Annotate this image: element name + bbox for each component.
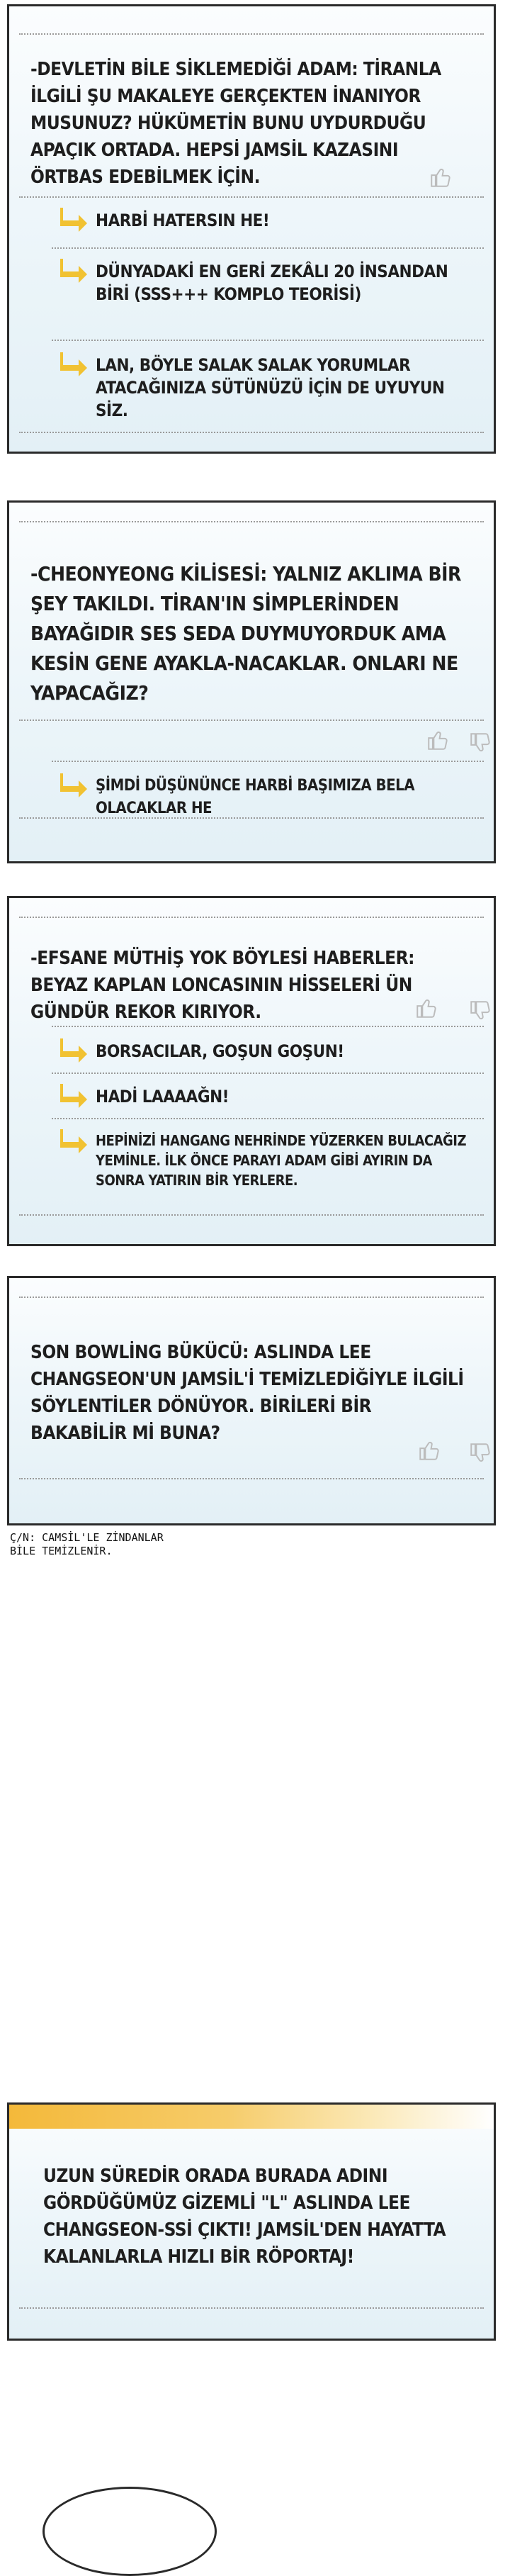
reply-text: HADİ LAAAAĞN! bbox=[96, 1087, 229, 1107]
divider bbox=[19, 432, 484, 433]
news-panel bbox=[7, 2102, 496, 2341]
reply-arrow-icon bbox=[60, 772, 89, 797]
reply-arrow-icon bbox=[60, 206, 89, 232]
speech-bubble bbox=[42, 2487, 217, 2576]
news-headline: UZUN SÜREDİR ORADA BURADA ADINI GÖRDÜĞÜMÜZ GİZEMLİ "L" ASLINDA LEE CHANGSEON-SSİ ÇIKTI! JAMSİL'DEN HAYATTA KALANLARLA HIZLI BİR RÖPORTAJ! bbox=[43, 2166, 446, 2268]
comment-panel-4 bbox=[7, 1276, 496, 1525]
thumbs-down-icon[interactable] bbox=[468, 731, 492, 755]
reply-arrow-icon bbox=[60, 257, 89, 283]
reply-arrow-icon bbox=[60, 1128, 89, 1153]
divider bbox=[52, 1118, 484, 1119]
reply-arrow-icon bbox=[60, 1082, 89, 1108]
divider bbox=[19, 917, 484, 918]
comment-panel-1 bbox=[7, 4, 496, 454]
comment-text: -CHEONYEONG KİLİSESİ: YALNIZ AKLIMA BİR ŞEY TAKILDI. TİRAN'IN SİMPLERİNDEN BAYAĞIDIR SES SEDA DUYMUYORDUK AMA KESİN GENE AYAKLA-NACAKLAR. ONLARI NE YAPACAĞIZ? bbox=[30, 562, 461, 705]
reply-text: LAN, BÖYLE SALAK SALAK YORUMLAR ATACAĞINIZA SÜTÜNÜZÜ İÇİN DE UYUYUN SİZ. bbox=[96, 355, 445, 420]
thumbs-up-icon[interactable] bbox=[417, 1438, 441, 1462]
comment-text: -DEVLETİN BİLE SİKLEMEDİĞİ ADAM: TİRANLA İLGİLİ ŞU MAKALEYE GERÇEKTEN İNANIYOR MUSUNUZ? HÜKÜMETİN BUNU UYDURDUĞU APAÇIK ORTADA. HEPSİ JAMSİL KAZASINI ÖRTBAS EDEBİLMEK İÇİN. bbox=[30, 59, 441, 188]
thumbs-down-icon[interactable] bbox=[468, 1441, 492, 1465]
translator-note-line: Ç/N: CAMSİL'LE ZİNDANLAR bbox=[10, 1531, 164, 1544]
divider bbox=[52, 1073, 484, 1074]
divider bbox=[52, 761, 484, 762]
reply-text: HEPİNİZİ HANGANG NEHRİNDE YÜZERKEN BULACAĞIZ YEMİNLE. İLK ÖNCE PARAYI ADAM GİBİ AYIRIN DA SONRA YATIRIN BİR YERLERE. bbox=[96, 1132, 467, 1189]
thumbs-up-icon[interactable] bbox=[429, 165, 453, 189]
divider bbox=[19, 719, 484, 721]
reply-text: DÜNYADAKİ EN GERİ ZEKÂLI 20 İNSANDAN BİRİ (SSS+++ KOMPLO TEORİSİ) bbox=[96, 262, 448, 304]
comment-panel-3 bbox=[7, 896, 496, 1246]
divider bbox=[52, 340, 484, 341]
thumbs-up-icon[interactable] bbox=[414, 996, 438, 1020]
divider bbox=[52, 1026, 484, 1027]
divider bbox=[19, 1297, 484, 1298]
divider bbox=[19, 33, 484, 35]
reply-arrow-icon bbox=[60, 1037, 89, 1063]
thumbs-down-icon[interactable] bbox=[468, 999, 492, 1023]
reply-arrow-icon bbox=[60, 351, 89, 376]
reply-text: HARBİ HATERSIN HE! bbox=[96, 211, 270, 230]
divider bbox=[19, 817, 484, 819]
panel-header-bar bbox=[9, 2105, 494, 2129]
translator-note bbox=[10, 1531, 164, 1558]
thumbs-up-icon[interactable] bbox=[426, 728, 450, 752]
reply-text: BORSACILAR, GOŞUN GOŞUN! bbox=[96, 1041, 344, 1061]
divider bbox=[19, 196, 484, 198]
comment-text: SON BOWLİNG BÜKÜCÜ: ASLINDA LEE CHANGSEON'UN JAMSİL'İ TEMİZLEDİĞİYLE İLGİLİ SÖYLENTİLER DÖNÜYOR. BİRİLERİ BİR BAKABİLİR Mİ BUNA? bbox=[30, 1342, 464, 1444]
divider bbox=[19, 521, 484, 522]
divider bbox=[19, 1478, 484, 1479]
divider bbox=[52, 247, 484, 249]
divider bbox=[19, 1214, 484, 1216]
comment-text: -EFSANE MÜTHİŞ YOK BÖYLESİ HABERLER: BEYAZ KAPLAN LONCASININ HİSSELERİ ÜN GÜNDÜR REKOR KIRIYOR. bbox=[30, 948, 415, 1023]
comment-panel-2 bbox=[7, 500, 496, 863]
translator-note-line: BİLE TEMİZLENİR. bbox=[10, 1545, 113, 1557]
divider bbox=[19, 2307, 484, 2309]
reply-text: ŞİMDİ DÜŞÜNÜNCE HARBİ BAŞIMIZA BELA OLACAKLAR HE bbox=[96, 777, 415, 817]
